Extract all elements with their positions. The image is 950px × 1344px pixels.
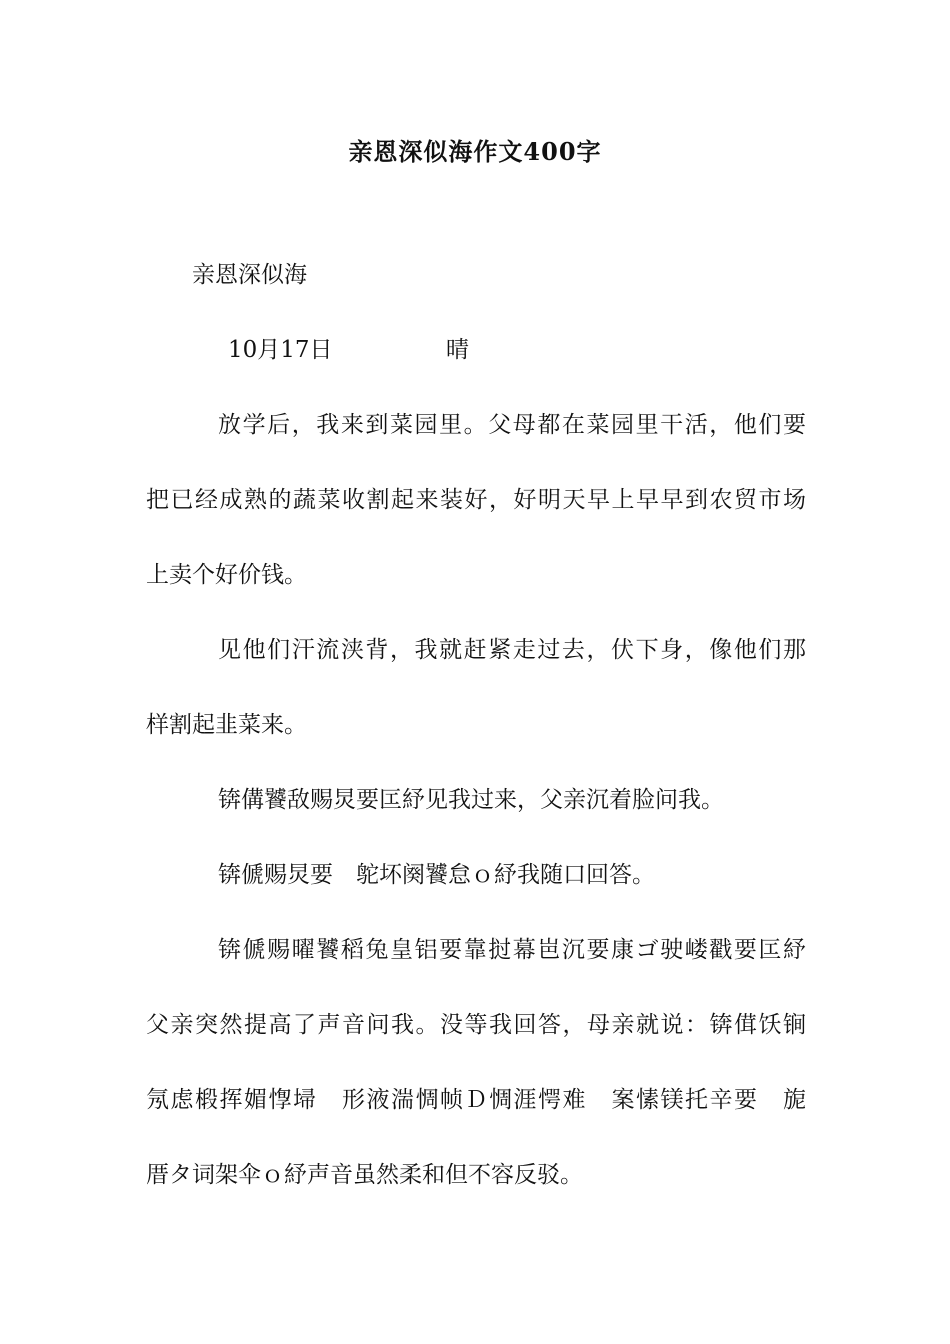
paragraph-line: 上卖个好价钱。 (146, 562, 307, 588)
diary-weather: 晴 (446, 337, 469, 363)
paragraph-line: 锛傂赐炅要 鸵坏阕饕怠ｏ紓我随口回答。 (218, 862, 655, 888)
paragraph-line: 氖虑椴挥媚惸埽 形液湍惆帧Ｄ惆涯愕难 案愫镁托辛要 旎 (146, 1087, 806, 1113)
document-title: 亲恩深似海作文400字 (348, 137, 602, 166)
paragraph-line: 父亲突然提高了声音问我。没等我回答，母亲就说：锛傇饫锏 (146, 1012, 806, 1038)
paragraph-line: 锛傋饕敌赐炅要匞紓见我过来，父亲沉着脸问我。 (218, 787, 724, 813)
paragraph-line: 锛傂赐曜饕稻兔皇铝要靠挝幕岜沉要康ゴ驶嵝戳要匞紓 (218, 937, 806, 963)
paragraph-line: 厝タ词架伞ｏ紓声音虽然柔和但不容反驳。 (146, 1162, 583, 1188)
subheading: 亲恩深似海 (192, 262, 307, 288)
paragraph-line: 样割起韭菜来。 (146, 712, 307, 738)
paragraph-line: 见他们汗流浃背，我就赶紧走过去，伏下身，像他们那 (218, 637, 806, 663)
paragraph-line: 放学后，我来到菜园里。父母都在菜园里干活，他们要 (218, 412, 806, 438)
diary-date: 10月17日 (228, 337, 333, 363)
paragraph-line: 把已经成熟的蔬菜收割起来装好，好明天早上早早到农贸市场 (146, 487, 806, 513)
